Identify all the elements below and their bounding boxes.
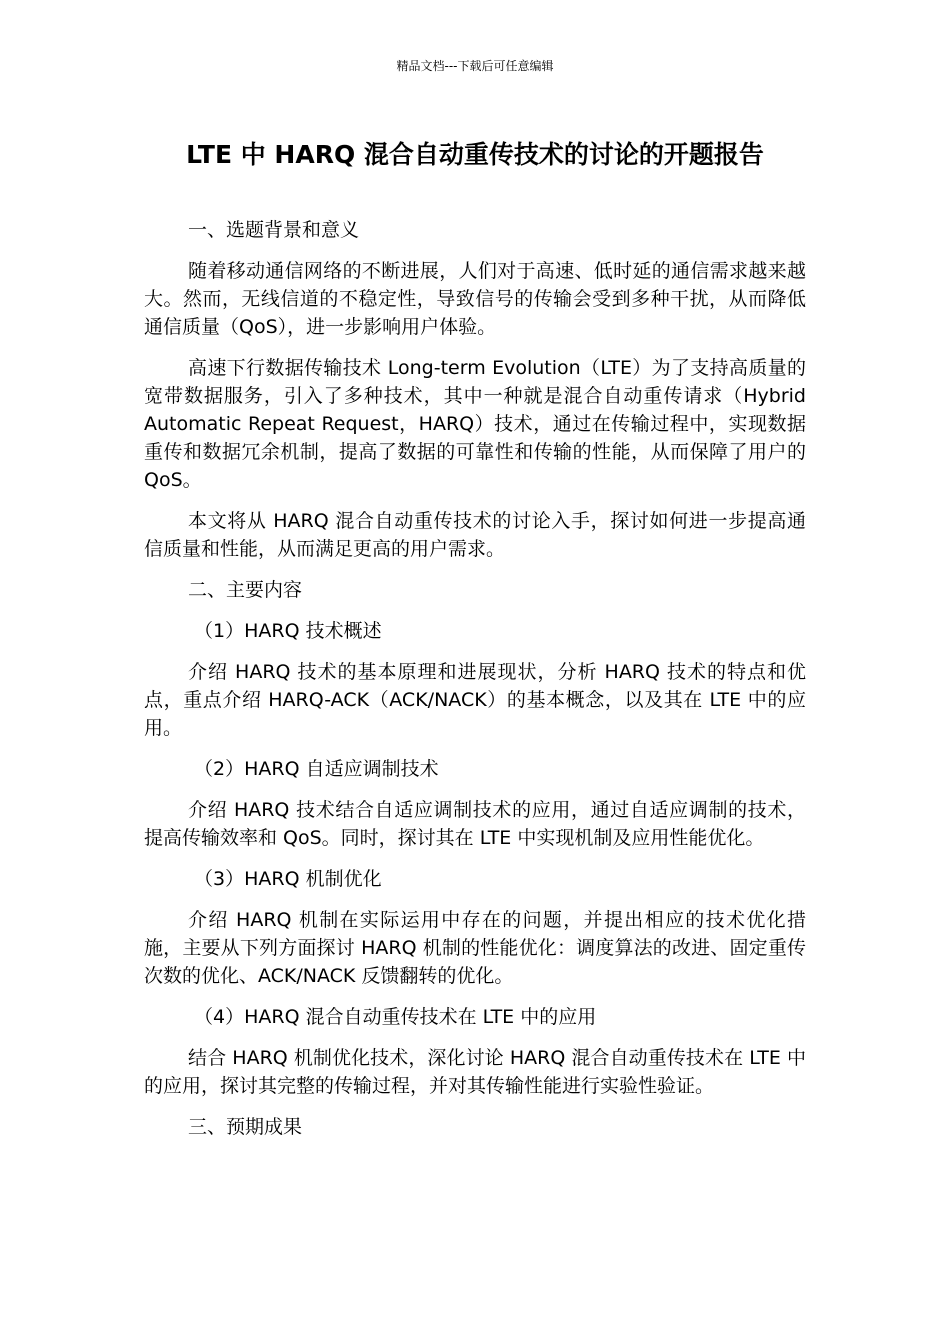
paragraph: 本文将从 HARQ 混合自动重传技术的讨论入手，探讨如何进一步提高通信质量和性能，从而满足更高的用户需求。	[144, 510, 806, 560]
subsection-heading: （3）HARQ 机制优化	[194, 868, 382, 890]
document-body	[144, 216, 806, 1154]
section-heading-expected-results: 三、预期成果	[188, 1116, 303, 1138]
document-title: LTE 中 HARQ 混合自动重传技术的讨论的开题报告	[186, 140, 764, 169]
paragraph: 高速下行数据传输技术 Long-term Evolution（LTE）为了支持高质量的宽带数据服务，引入了多种技术，其中一种就是混合自动重传请求（Hybrid Automatic Repeat Request，HARQ）技术，通过在传输过程中，实现数据重传和数据冗余机制，提高了数据的可靠性和传输的性能，从而保障了用户的 QoS。	[144, 357, 806, 491]
subsection-heading: （1）HARQ 技术概述	[194, 620, 382, 642]
paragraph: 随着移动通信网络的不断进展，人们对于高速、低时延的通信需求越来越大。然而，无线信道的不稳定性，导致信号的传输会受到多种干扰，从而降低通信质量（QoS），进一步影响用户体验。	[144, 260, 806, 338]
paragraph: 介绍 HARQ 技术的基本原理和进展现状，分析 HARQ 技术的特点和优点，重点介绍 HARQ-ACK（ACK/NACK）的基本概念，以及其在 LTE 中的应用。	[144, 661, 806, 739]
subsection-heading: （2）HARQ 自适应调制技术	[194, 758, 439, 780]
header-note: 精品文档---下载后可任意编辑	[396, 59, 554, 73]
paragraph: 介绍 HARQ 机制在实际运用中存在的问题，并提出相应的技术优化措施，主要从下列方面探讨 HARQ 机制的性能优化：调度算法的改进、固定重传次数的优化、ACK/NACK 反馈翻转的优化。	[144, 909, 806, 987]
section-heading-main-content: 二、主要内容	[188, 579, 303, 601]
paragraph: 介绍 HARQ 技术结合自适应调制技术的应用，通过自适应调制的技术，提高传输效率和 QoS。同时，探讨其在 LTE 中实现机制及应用性能优化。	[144, 799, 806, 849]
section-heading-background: 一、选题背景和意义	[188, 219, 360, 241]
subsection-heading: （4）HARQ 混合自动重传技术在 LTE 中的应用	[194, 1006, 597, 1028]
paragraph: 结合 HARQ 机制优化技术，深化讨论 HARQ 混合自动重传技术在 LTE 中的应用，探讨其完整的传输过程，并对其传输性能进行实验性验证。	[144, 1047, 806, 1097]
